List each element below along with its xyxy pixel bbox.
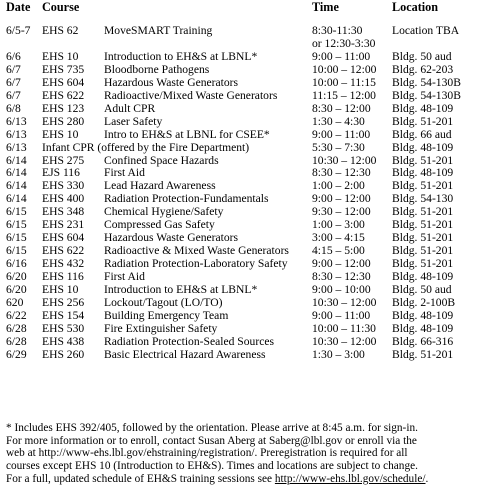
time-text: 8:30 – 12:30 bbox=[312, 166, 371, 180]
course-code-cell: EHS 116 bbox=[42, 269, 84, 283]
header-location: Location bbox=[392, 0, 439, 14]
location-cell: Bldg. 50 aud bbox=[392, 50, 452, 63]
location-cell: Bldg. 51-201 bbox=[392, 257, 454, 270]
footnote-line bbox=[6, 473, 476, 486]
table-row bbox=[6, 25, 476, 51]
location-cell: Bldg. 51-201 bbox=[392, 179, 454, 193]
course-code-cell: EHS 280 bbox=[42, 114, 85, 128]
date-cell: 6/20 bbox=[6, 269, 27, 283]
time-text: 8:30-11:30 bbox=[312, 24, 363, 37]
date-cell: 6/8 bbox=[6, 101, 21, 115]
time-text: 10:00 – 12:00 bbox=[312, 62, 377, 76]
time-text: 1:00 – 3:00 bbox=[312, 218, 365, 232]
course-code-cell: EHS 62 bbox=[42, 24, 79, 37]
course-title-cell: Radioactive/Mixed Waste Generators bbox=[104, 88, 278, 102]
date-cell: 6/14 bbox=[6, 166, 27, 180]
location-cell: Bldg. 51-201 bbox=[392, 205, 454, 219]
time-text: 1:30 – 3:00 bbox=[312, 347, 365, 361]
schedule-rows bbox=[6, 25, 476, 362]
course-code-cell: EHS 622 bbox=[42, 88, 85, 102]
location-cell: Bldg. 48-109 bbox=[392, 269, 454, 283]
course-title-cell: Chemical Hygiene/Safety bbox=[104, 205, 224, 219]
time-cell bbox=[312, 258, 371, 271]
course-code-cell: EJS 116 bbox=[42, 166, 80, 180]
location-cell: Location TBA bbox=[392, 24, 460, 37]
course-title-cell: Lead Hazard Awareness bbox=[104, 179, 216, 193]
table-row bbox=[6, 297, 476, 310]
table-row bbox=[6, 284, 476, 297]
header-course: Course bbox=[42, 0, 80, 14]
date-cell: 6/28 bbox=[6, 321, 27, 335]
course-code-cell: EHS 400 bbox=[42, 192, 85, 206]
table-row bbox=[6, 90, 476, 103]
table-row bbox=[6, 77, 476, 90]
time-cell bbox=[312, 129, 370, 142]
course-title-cell: Hazardous Waste Generators bbox=[104, 75, 239, 89]
location-cell: Bldg. 51-201 bbox=[392, 231, 454, 245]
course-title-cell: Basic Electrical Hazard Awareness bbox=[104, 347, 266, 361]
time-text: 3:00 – 4:15 bbox=[312, 231, 365, 245]
time-cell bbox=[312, 103, 371, 116]
time-text: 11:15 – 12:00 bbox=[312, 88, 376, 102]
date-cell: 6/15 bbox=[6, 231, 27, 245]
table-row bbox=[6, 323, 476, 336]
location-cell: Bldg. 48-109 bbox=[392, 166, 454, 180]
location-cell: Bldg. 51-201 bbox=[392, 218, 454, 232]
course-title-cell: Confined Space Hazards bbox=[104, 153, 219, 167]
time-text: 9:00 – 12:00 bbox=[312, 257, 371, 270]
time-text: 9:00 – 12:00 bbox=[312, 192, 371, 206]
date-cell: 6/7 bbox=[6, 75, 21, 89]
date-cell: 620 bbox=[6, 295, 24, 309]
course-code-cell: EHS 275 bbox=[42, 153, 85, 167]
time-cell bbox=[312, 64, 376, 77]
time-text: 10:30 – 12:00 bbox=[312, 153, 377, 167]
location-cell: Bldg. 48-109 bbox=[392, 101, 454, 115]
course-title-cell: First Aid bbox=[104, 166, 145, 180]
time-cell bbox=[312, 284, 371, 297]
course-title-cell: Intro to EH&S at LBNL for CSEE* bbox=[104, 127, 270, 141]
date-cell: 6/7 bbox=[6, 88, 21, 102]
table-row bbox=[6, 271, 476, 284]
footnote-line: * Includes EHS 392/405, followed by the orientation. Please arrive at 8:45 a.m. for sign-in. bbox=[6, 422, 418, 434]
course-code-cell: EHS 530 bbox=[42, 321, 85, 335]
time-cell bbox=[312, 51, 370, 64]
course-title-cell: Compressed Gas Safety bbox=[104, 218, 215, 232]
course-title-cell: Adult CPR bbox=[104, 101, 156, 115]
course-title-cell: Radiation Protection-Sealed Sources bbox=[104, 334, 275, 348]
location-cell: Bldg. 48-109 bbox=[392, 321, 454, 335]
footnote-line: web at http://www-ehs.lbl.gov/ehstraining/registration/. Preregistration is required for all bbox=[6, 447, 408, 460]
date-cell: 6/28 bbox=[6, 334, 27, 348]
location-cell: Bldg. 50 aud bbox=[392, 282, 452, 296]
time-text: 5:30 – 7:30 bbox=[312, 140, 365, 154]
date-cell: 6/13 bbox=[6, 114, 27, 128]
location-cell: Bldg. 54-130B bbox=[392, 75, 461, 89]
course-title-cell: Radiation Protection-Fundamentals bbox=[104, 192, 269, 206]
course-title-cell: Radioactive & Mixed Waste Generators bbox=[104, 244, 289, 258]
time-text: 4:15 – 5:00 bbox=[312, 244, 365, 258]
course-title-cell: Hazardous Waste Generators bbox=[104, 231, 239, 245]
time-cell bbox=[312, 271, 371, 284]
footnote-line: courses except EHS 10 (Introduction to EH&S). Times and locations are subject to change. bbox=[6, 460, 418, 473]
table-row bbox=[6, 258, 476, 271]
location-cell: Bldg. 2-100B bbox=[392, 295, 456, 309]
date-cell: 6/16 bbox=[6, 257, 27, 270]
course-code-cell: EHS 432 bbox=[42, 257, 85, 270]
course-code-cell: EHS 348 bbox=[42, 205, 85, 219]
time-cell bbox=[312, 323, 376, 336]
date-cell: 6/15 bbox=[6, 244, 27, 258]
date-cell: 6/13 bbox=[6, 127, 27, 141]
time-cell bbox=[312, 297, 376, 310]
footnote-text: For a full, updated schedule of EH&S training sessions see bbox=[6, 472, 275, 485]
location-cell: Bldg. 48-109 bbox=[392, 308, 454, 322]
course-code-cell: EHS 10 bbox=[42, 282, 79, 296]
course-code-cell: EHS 256 bbox=[42, 295, 85, 309]
time-text: 10:30 – 12:00 bbox=[312, 334, 377, 348]
date-cell: 6/14 bbox=[6, 153, 27, 167]
date-cell: 6/20 bbox=[6, 282, 27, 296]
location-cell: Bldg. 51-201 bbox=[392, 114, 454, 128]
course-code-cell: EHS 604 bbox=[42, 75, 85, 89]
date-cell: 6/7 bbox=[6, 62, 21, 76]
time-text: 8:30 – 12:30 bbox=[312, 269, 371, 283]
date-cell: 6/14 bbox=[6, 192, 27, 206]
course-title-cell: Bloodborne Pathogens bbox=[104, 62, 210, 76]
time-text: 10:30 – 12:00 bbox=[312, 295, 377, 309]
table-row bbox=[6, 349, 476, 362]
course-title-cell: Introduction to EH&S at LBNL* bbox=[104, 50, 258, 63]
table-row bbox=[6, 129, 476, 142]
time-cell bbox=[312, 336, 376, 349]
date-cell: 6/29 bbox=[6, 347, 27, 361]
course-title-cell: Lockout/Tagout (LO/TO) bbox=[104, 295, 223, 309]
table-row bbox=[6, 142, 476, 155]
course-title-cell: Radiation Protection-Laboratory Safety bbox=[104, 257, 288, 270]
course-code-cell: EHS 154 bbox=[42, 308, 85, 322]
table-row bbox=[6, 310, 476, 323]
header-date: Date bbox=[6, 0, 31, 14]
table-row bbox=[6, 116, 476, 129]
time-alt-text: or 12:30-3:30 bbox=[312, 36, 376, 50]
time-cell bbox=[312, 25, 375, 51]
date-cell: 6/6 bbox=[6, 50, 21, 63]
location-cell: Bldg. 51-201 bbox=[392, 153, 454, 167]
course-title-cell: Introduction to EH&S at LBNL* bbox=[104, 282, 258, 296]
course-code-cell: EHS 604 bbox=[42, 231, 85, 245]
course-code-cell: EHS 330 bbox=[42, 179, 85, 193]
time-text: 9:30 – 12:00 bbox=[312, 205, 371, 219]
footnote bbox=[6, 422, 476, 486]
date-cell: 6/13 bbox=[6, 140, 27, 154]
course-code-cell: EHS 438 bbox=[42, 334, 85, 348]
date-cell: 6/14 bbox=[6, 179, 27, 193]
course-code-cell: EHS 231 bbox=[42, 218, 85, 232]
location-cell: Bldg. 54-130 bbox=[392, 192, 454, 206]
time-text: 1:30 – 4:30 bbox=[312, 114, 365, 128]
time-text: 9:00 – 11:00 bbox=[312, 50, 371, 63]
time-cell bbox=[312, 90, 376, 103]
time-cell bbox=[312, 142, 365, 155]
time-cell bbox=[312, 116, 365, 129]
schedule-link[interactable]: http://www-ehs.lbl.gov/schedule/ bbox=[274, 472, 426, 485]
time-text: 10:00 – 11:15 bbox=[312, 75, 376, 89]
course-title-cell: Infant CPR (offered by the Fire Department) bbox=[42, 140, 250, 154]
time-text: 9:00 – 11:00 bbox=[312, 127, 371, 141]
course-title-cell: MoveSMART Training bbox=[104, 24, 213, 37]
course-code-cell: EHS 10 bbox=[42, 50, 79, 63]
course-code-cell: EHS 260 bbox=[42, 347, 85, 361]
time-text: 1:00 – 2:00 bbox=[312, 179, 365, 193]
course-code-cell: EHS 735 bbox=[42, 62, 85, 76]
footnote-line: For more information or to enroll, contact Susan Aberg at Saberg@lbl.gov or enroll via the bbox=[6, 434, 417, 447]
time-cell bbox=[312, 310, 370, 323]
course-title-cell: Building Emergency Team bbox=[104, 308, 229, 322]
table-header bbox=[6, 1, 476, 17]
course-code-cell: EHS 10 bbox=[42, 127, 79, 141]
course-title-cell: First Aid bbox=[104, 269, 145, 283]
location-cell: Bldg. 54-130B bbox=[392, 88, 461, 102]
course-code-cell: EHS 123 bbox=[42, 101, 85, 115]
course-code-cell: EHS 622 bbox=[42, 244, 85, 258]
table-row bbox=[6, 64, 476, 77]
location-cell: Bldg. 62-203 bbox=[392, 62, 454, 76]
table-row bbox=[6, 103, 476, 116]
table-row bbox=[6, 51, 476, 64]
table-row bbox=[6, 336, 476, 349]
header-time: Time bbox=[312, 0, 339, 14]
date-cell: 6/22 bbox=[6, 308, 27, 322]
time-text: 9:00 – 10:00 bbox=[312, 282, 371, 296]
location-cell: Bldg. 51-201 bbox=[392, 347, 454, 361]
date-cell: 6/15 bbox=[6, 205, 27, 219]
time-cell bbox=[312, 77, 376, 90]
date-cell: 6/5-7 bbox=[6, 24, 31, 37]
date-cell: 6/15 bbox=[6, 218, 27, 232]
time-cell bbox=[312, 349, 365, 362]
location-cell: Bldg. 66 aud bbox=[392, 127, 452, 141]
location-cell: Bldg. 51-201 bbox=[392, 244, 454, 258]
location-cell: Bldg. 48-109 bbox=[392, 140, 454, 154]
course-title-cell: Laser Safety bbox=[104, 114, 163, 128]
time-text: 10:00 – 11:30 bbox=[312, 321, 376, 335]
time-text: 9:00 – 11:00 bbox=[312, 308, 371, 322]
location-cell: Bldg. 66-316 bbox=[392, 334, 454, 348]
footnote-text: . bbox=[425, 472, 429, 485]
time-text: 8:30 – 12:00 bbox=[312, 101, 371, 115]
course-title-cell: Fire Extinguisher Safety bbox=[104, 321, 218, 335]
